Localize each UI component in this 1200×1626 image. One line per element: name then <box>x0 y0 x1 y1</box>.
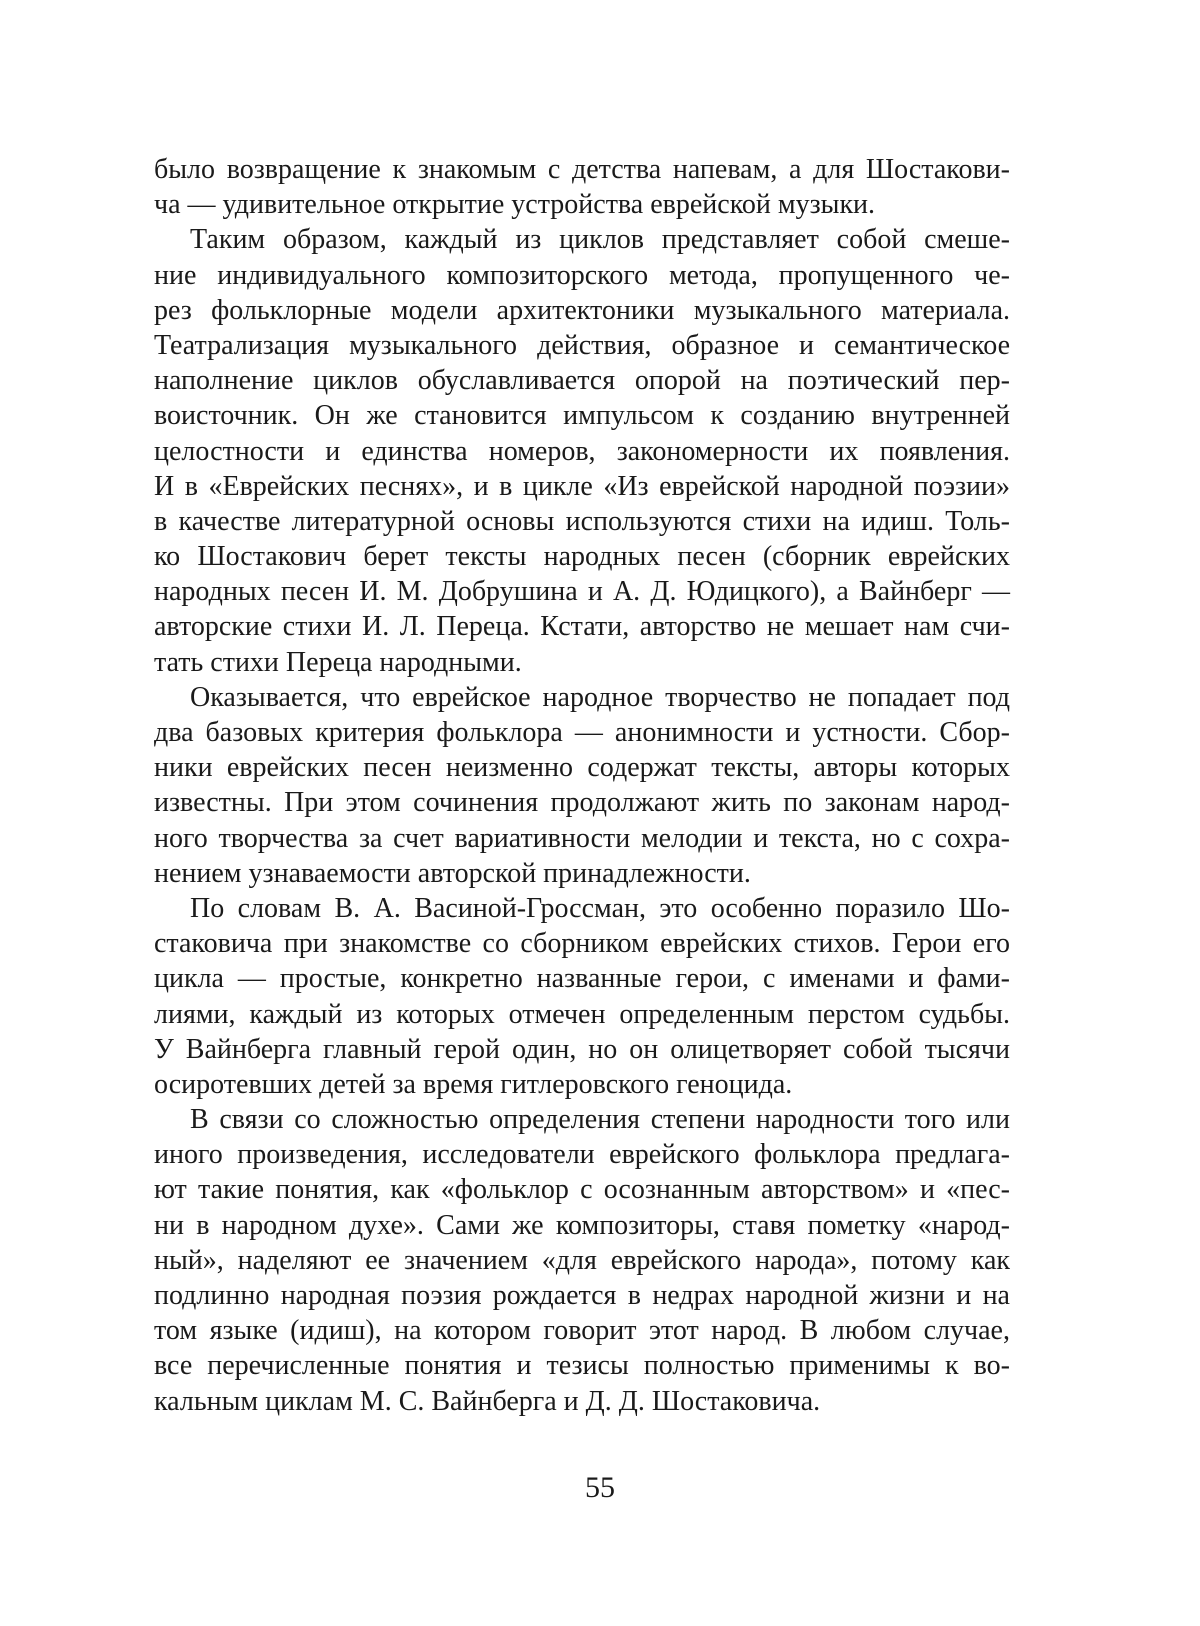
text-line: в качестве литературной основы используются стихи на идиш. Толь- <box>154 504 1010 539</box>
text-line: ча — удивительное открытие устройства еврейской музыки. <box>154 187 1010 222</box>
paragraph <box>154 1102 1010 1419</box>
text-line: два базовых критерия фольклора — анонимности и устности. Сбор- <box>154 715 1010 750</box>
text-line: авторские стихи И. Л. Переца. Кстати, авторство не мешает нам счи- <box>154 609 1010 644</box>
text-line: наполнение циклов обуславливается опорой на поэтический пер- <box>154 363 1010 398</box>
paragraph <box>154 152 1010 222</box>
text-line: рез фольклорные модели архитектоники музыкального материала. <box>154 293 1010 328</box>
text-line: ко Шостакович берет тексты народных песен (сборник еврейских <box>154 539 1010 574</box>
text-line: У Вайнберга главный герой один, но он олицетворяет собой тысячи <box>154 1032 1010 1067</box>
paragraph <box>154 891 1010 1102</box>
text-line: В связи со сложностью определения степени народности того или <box>154 1102 1010 1137</box>
text-line: ют такие понятия, как «фольклор с осознанным авторством» и «пес- <box>154 1172 1010 1207</box>
body-text <box>154 152 1010 1419</box>
text-line: ники еврейских песен неизменно содержат тексты, авторы которых <box>154 750 1010 785</box>
text-line: воисточник. Он же становится импульсом к созданию внутренней <box>154 398 1010 433</box>
text-line: ние индивидуального композиторского метода, пропущенного че- <box>154 258 1010 293</box>
text-line: ный», наделяют ее значением «для еврейского народа», потому как <box>154 1243 1010 1278</box>
book-page <box>0 0 1200 1626</box>
text-line: было возвращение к знакомым с детства напевам, а для Шостакови- <box>154 152 1010 187</box>
page-number: 55 <box>0 1470 1200 1506</box>
text-line: цикла — простые, конкретно названные герои, с именами и фами- <box>154 961 1010 996</box>
text-line: подлинно народная поэзия рождается в недрах народной жизни и на <box>154 1278 1010 1313</box>
text-line: Оказывается, что еврейское народное творчество не попадает под <box>154 680 1010 715</box>
text-line: И в «Еврейских песнях», и в цикле «Из еврейской народной поэзии» <box>154 469 1010 504</box>
text-line: нением узнаваемости авторской принадлежности. <box>154 856 1010 891</box>
text-line: иного произведения, исследователи еврейского фольклора предлага- <box>154 1137 1010 1172</box>
text-line: все перечисленные понятия и тезисы полностью применимы к во- <box>154 1348 1010 1383</box>
text-line: кальным циклам М. С. Вайнберга и Д. Д. Шостаковича. <box>154 1384 1010 1419</box>
text-line: стаковича при знакомстве со сборником еврейских стихов. Герои его <box>154 926 1010 961</box>
text-line: ного творчества за счет вариативности мелодии и текста, но с сохра- <box>154 821 1010 856</box>
paragraph <box>154 222 1010 679</box>
text-line: известны. При этом сочинения продолжают жить по законам народ- <box>154 785 1010 820</box>
text-line: Таким образом, каждый из циклов представляет собой смеше- <box>154 222 1010 257</box>
text-line: целостности и единства номеров, закономерности их появления. <box>154 434 1010 469</box>
text-line: лиями, каждый из которых отмечен определенным перстом судьбы. <box>154 997 1010 1032</box>
text-line: том языке (идиш), на котором говорит этот народ. В любом случае, <box>154 1313 1010 1348</box>
text-line: ни в народном духе». Сами же композиторы, ставя пометку «народ- <box>154 1208 1010 1243</box>
text-line: осиротевших детей за время гитлеровского геноцида. <box>154 1067 1010 1102</box>
text-line: тать стихи Переца народными. <box>154 645 1010 680</box>
paragraph <box>154 680 1010 891</box>
text-line: Театрализация музыкального действия, образное и семантическое <box>154 328 1010 363</box>
text-line: народных песен И. М. Добрушина и А. Д. Юдицкого), а Вайнберг — <box>154 574 1010 609</box>
text-line: По словам В. А. Васиной-Гроссман, это особенно поразило Шо- <box>154 891 1010 926</box>
